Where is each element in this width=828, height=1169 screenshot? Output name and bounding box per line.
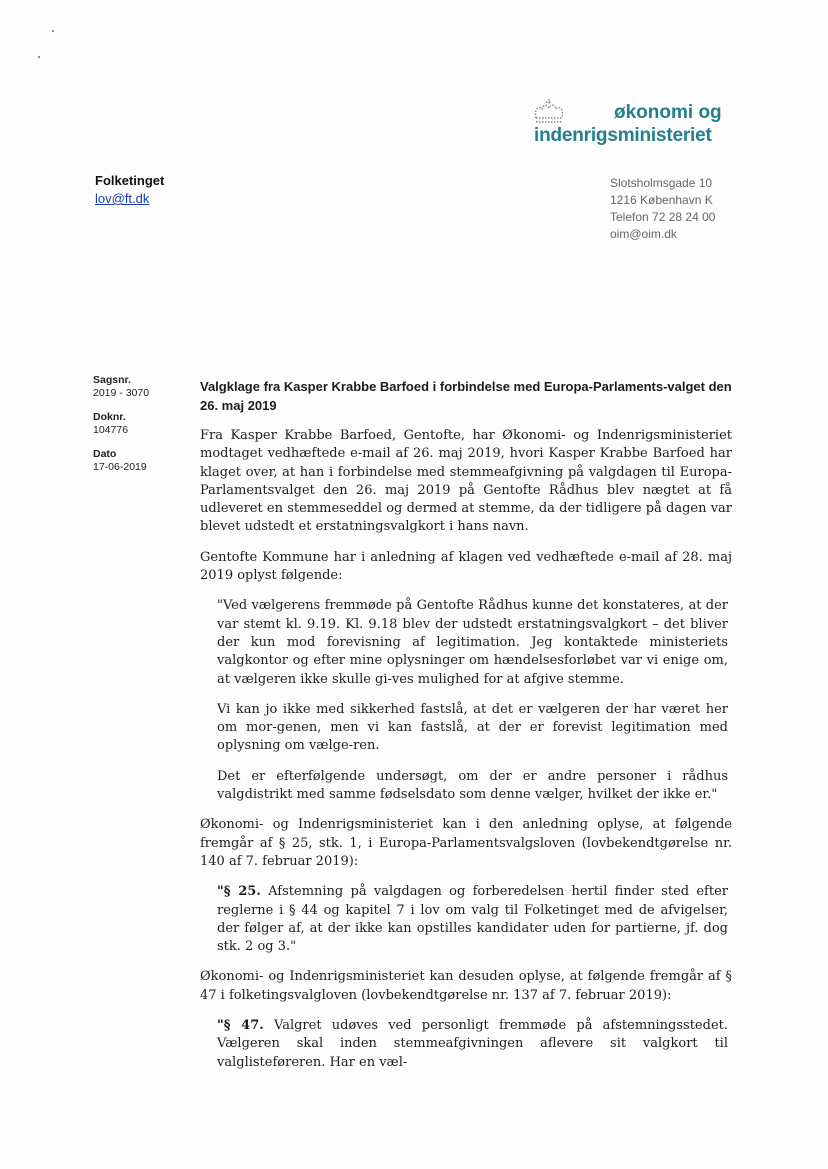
paragraph: Fra Kasper Krabbe Barfoed, Gentofte, har Økonomi- og Indenrigsministeriet modtaget vedhæftede e-mail af 26. maj 2019, hvori Kasper Krabbe Barfoed har klaget over, at han i forbindelse med stemmeafgivning på valgdagen til Europa-Parlamentsvalget den 26. maj 2019 på Gentofte Rådhus blev nægtet at få udleveret en stemmeseddel og dermed at stemme, da der tidligere på dagen var blevet udstedt et erstatningsvalgkort i hans navn.: [200, 428, 732, 535]
subject-heading: Valgklage fra Kasper Krabbe Barfoed i forbindelse med Europa-Parlaments-valget den 26. maj 2019: [200, 379, 732, 413]
date: 17-06-2019: [93, 461, 147, 473]
paragraph: Gentofte Kommune har i anledning af klagen ved vedhæftede e-mail af 28. maj 2019 oplyst følgende:: [200, 549, 732, 584]
date-label: Dato: [93, 448, 117, 460]
address-phone: Telefon 72 28 24 00: [610, 210, 716, 224]
section-number: "§ 47.: [217, 1018, 264, 1034]
section-number: "§ 25.: [217, 884, 261, 900]
logo-line1: økonomi og: [614, 102, 722, 123]
quote-paragraph: Vi kan jo ikke med sikkerhed fastslå, at det er vælgeren der har været her om mor-genen, men vi kan fastslå, at der er forevist legitimation med oplysning om vælge-ren.: [217, 701, 728, 754]
document-meta: [93, 374, 149, 485]
law-quote-47: [217, 1017, 728, 1072]
law-quote-25: [217, 883, 728, 956]
address-city: 1216 København K: [610, 193, 713, 207]
case-number-label: Sagsnr.: [93, 374, 131, 386]
recipient-name: Folketinget: [95, 173, 165, 188]
doc-number: 104776: [93, 424, 129, 436]
quote-paragraph: Det er efterfølgende undersøgt, om der er andre personer i rådhus valgdistrikt med samme fødselsdato som denne vælger, hvilket der ikke er.": [217, 768, 728, 803]
law-text: Valgret udøves ved personligt fremmøde på afstemningsstedet. Vælgeren skal inden stemmeafgivningen aflevere sit valgkort til valglisteføreren. Har en væl-: [217, 1018, 728, 1070]
logo-line2: indenrigsministeriet: [534, 125, 712, 146]
paragraph: Økonomi- og Indenrigsministeriet kan i den anledning oplyse, at følgende fremgår af § 25, stk. 1, i Europa-Parlamentsvalgsloven (lovbekendtgørelse nr. 140 af 7. februar 2019):: [200, 817, 732, 869]
scan-speck: [52, 30, 54, 32]
address-email: oim@oim.dk: [610, 227, 677, 241]
letter-body: [200, 377, 732, 1084]
quote-paragraph: "Ved vælgerens fremmøde på Gentofte Rådhus kunne det konstateres, at der var stemt kl. 9.19. Kl. 9.18 blev der udstedt erstatningsvalgkort – det bliver der kun mod forevisning af legitimation. Jeg kontaktede ministeriets valgkontor og efter mine oplysninger om hændelsesforløbet var vi enige om, at vælgeren ikke skulle gi-ves mulighed for at afgive stemme.: [217, 598, 728, 687]
recipient: [95, 172, 164, 208]
law-text: Afstemning på valgdagen og forberedelsen hertil finder sted efter reglerne i § 44 og kapitel 7 i lov om valg til Folketinget med de afvigelser, der følger af, at der ikke kan opstilles kandidater uden for partierne, jf. dog stk. 2 og 3.": [217, 884, 728, 955]
doc-number-label: Doknr.: [93, 411, 126, 423]
crown-icon: [532, 96, 566, 124]
sender-address: [610, 175, 715, 243]
case-number: 2019 - 3070: [93, 387, 150, 399]
recipient-email-link[interactable]: lov@ft.dk: [95, 191, 150, 206]
paragraph: Økonomi- og Indenrigsministeriet kan desuden oplyse, at følgende fremgår af § 47 i folketingsvalgloven (lovbekendtgørelse nr. 137 af 7. februar 2019):: [200, 969, 732, 1003]
address-street: Slotsholmsgade 10: [610, 176, 713, 190]
scan-speck: [38, 56, 40, 58]
